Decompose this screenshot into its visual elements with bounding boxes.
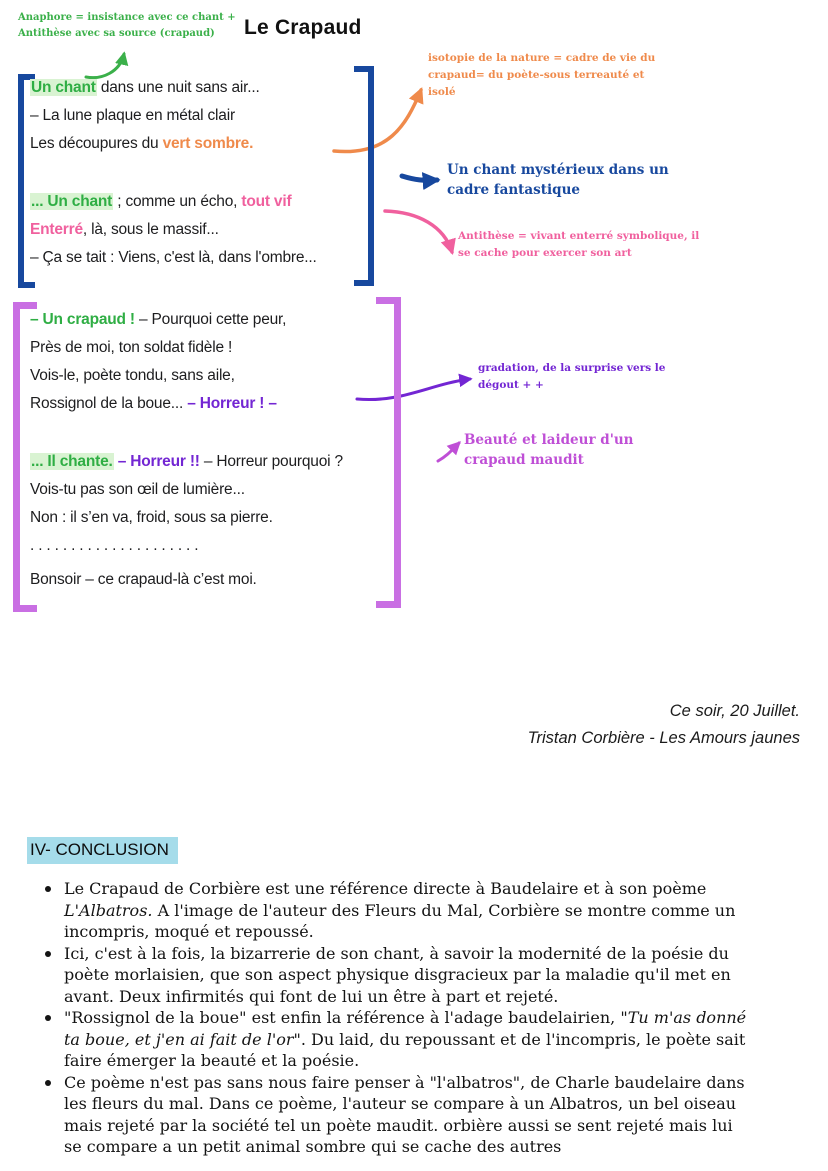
poem-line bbox=[30, 390, 286, 418]
poem-title: Le Crapaud bbox=[244, 16, 362, 39]
purple-bracket-right bbox=[376, 297, 401, 608]
poem-orange-highlight: vert sombre. bbox=[162, 135, 254, 152]
bullet-segment-italic: L'Albatros. bbox=[64, 900, 153, 920]
poem-text: Rossignol de la boue... bbox=[30, 395, 188, 412]
margin-note-anaphore bbox=[18, 10, 236, 42]
poem-line bbox=[30, 188, 317, 216]
poem-line bbox=[30, 216, 317, 244]
poem-purple-highlight: – Horreur ! – bbox=[187, 395, 277, 412]
margin-note-line: Antithèse avec sa source (crapaud) bbox=[18, 28, 215, 39]
poem-line bbox=[30, 362, 286, 390]
poem-text: – Pourquoi cette peur, bbox=[134, 311, 287, 328]
bullet-segment: Le Crapaud de Corbière est une référence directe à Baudelaire et à son poème bbox=[64, 879, 707, 898]
poem-purple-highlight: – Horreur !! bbox=[117, 453, 200, 470]
poem-text: – Horreur pourquoi ? bbox=[199, 453, 343, 470]
poem-green-highlight: ... Il chante. bbox=[31, 453, 113, 470]
bullet-item bbox=[42, 943, 762, 1008]
poem-text: ; comme un écho, bbox=[113, 193, 242, 210]
poem-pink-highlight: tout vif bbox=[241, 193, 292, 210]
signature-date: Ce soir, 20 Juillet. bbox=[669, 702, 800, 720]
gradation-arrow bbox=[357, 379, 470, 400]
poem-text: Non : il s’en va, froid, sous sa pierre. bbox=[30, 509, 273, 526]
poem-line bbox=[30, 476, 343, 504]
beaute-arrow bbox=[438, 443, 459, 461]
poem-text: Vois-tu pas son œil de lumière... bbox=[30, 481, 245, 498]
poem-green-highlight: ... Un chant bbox=[31, 193, 113, 210]
poem-line bbox=[30, 244, 317, 272]
bullet-text bbox=[64, 943, 754, 1008]
margin-note-line: Anaphore = insistance avec ce chant + bbox=[18, 12, 236, 23]
stanza-1-part-1 bbox=[30, 74, 260, 158]
bullet-segment: . Du laid, du repoussant et de l'incompris, le poète sait faire émerger la beauté et la poésie. bbox=[64, 1029, 746, 1070]
stanza-2-part-1 bbox=[30, 306, 286, 418]
bullet-text bbox=[64, 1072, 754, 1158]
antithese-arrow bbox=[385, 211, 452, 252]
bullet-segment: Ici, c'est à la fois, la bizarrerie de son chant, à savoir la modernité de la poésie du poète morlaisien, que son aspect physique disgracieux par la maladie qu'il met en avant. Deux infirmités qui font de lui un être à part et rejeté. bbox=[64, 943, 731, 1006]
poem-line bbox=[30, 130, 260, 158]
margin-note-isotopie: isotopie de la nature = cadre de vie du crapaud= du poète-sous terreauté et isolé bbox=[428, 52, 656, 98]
bullet-item bbox=[42, 878, 762, 943]
poem-text: . . . . . . . . . . . . . . . . . . . . . bbox=[30, 537, 199, 554]
margin-note-antithese: Antithèse = vivant enterré symbolique, il se cache pour exercer son art bbox=[458, 230, 700, 259]
bullet-text bbox=[64, 878, 754, 943]
bullet-item bbox=[42, 1072, 762, 1158]
stanza-1-part-2 bbox=[30, 188, 317, 272]
blue-bracket-right bbox=[354, 66, 374, 286]
poem-signature bbox=[528, 698, 800, 752]
poem-line bbox=[30, 566, 343, 594]
poem-pink-highlight: Enterré bbox=[30, 221, 83, 238]
poem-line bbox=[30, 306, 286, 334]
poem-line bbox=[30, 504, 343, 532]
poem-line bbox=[30, 102, 260, 130]
poem-text: – La lune plaque en métal clair bbox=[30, 107, 235, 124]
stanza-2-part-2 bbox=[30, 448, 343, 594]
bullet-segment-italic: "Tu m'as donné ta boue, et j'en ai fait de l'or" bbox=[64, 1008, 747, 1049]
poem-green-highlight: – Un crapaud ! bbox=[30, 311, 135, 328]
poem-text: Vois-le, poète tondu, sans aile, bbox=[30, 367, 235, 384]
chant-mysterieux-arrow bbox=[402, 176, 437, 180]
poem-text: dans une nuit sans air... bbox=[96, 79, 260, 96]
signature-author: Tristan Corbière - Les Amours jaunes bbox=[527, 729, 800, 747]
poem-line bbox=[30, 448, 343, 476]
bullet-text bbox=[64, 1007, 754, 1072]
bullet-segment: "Rossignol de la boue" est enfin la référence à l'adage baudelairien, bbox=[64, 1008, 621, 1027]
bullet-item bbox=[42, 1007, 762, 1072]
conclusion-bullets bbox=[42, 878, 762, 1158]
margin-note-chant-mysterieux: Un chant mystérieux dans un cadre fantastique bbox=[447, 162, 669, 198]
poem-green-highlight: Un chant bbox=[31, 79, 96, 96]
margin-note-gradation: gradation, de la surprise vers le dégout + + bbox=[478, 362, 666, 391]
bullet-segment: A l'image de l'auteur des Fleurs du Mal, Corbière se montre comme un incompris, moqué et repoussé. bbox=[64, 900, 736, 941]
margin-note-beaute-laideur: Beauté et laideur d'un crapaud maudit bbox=[464, 432, 634, 468]
conclusion-heading: IV- CONCLUSION bbox=[27, 837, 178, 864]
poem-text: Près de moi, ton soldat fidèle ! bbox=[30, 339, 233, 356]
poem-text: – Ça se tait : Viens, c'est là, dans l'ombre... bbox=[30, 249, 317, 266]
bullet-segment: Ce poème n'est pas sans nous faire penser à "l'albatros", de Charle baudelaire dans les fleurs du mal. Dans ce poème, l'auteur se compare à un Albatros, un bel oiseau mais rejeté par la société tel un poète maudit. orbière aussi se sent rejeté mais lui se compare a un petit animal sombre qui se cache des autres bbox=[64, 1072, 745, 1156]
poem-line bbox=[30, 334, 286, 362]
poem-line bbox=[30, 532, 343, 560]
poem-line bbox=[30, 74, 260, 102]
poem-text: Les découpures du bbox=[30, 135, 163, 152]
poem-text: Bonsoir – ce crapaud-là c’est moi. bbox=[30, 571, 257, 588]
poem-text: , là, sous le massif... bbox=[82, 221, 219, 238]
isotopie-arrow bbox=[334, 90, 421, 152]
